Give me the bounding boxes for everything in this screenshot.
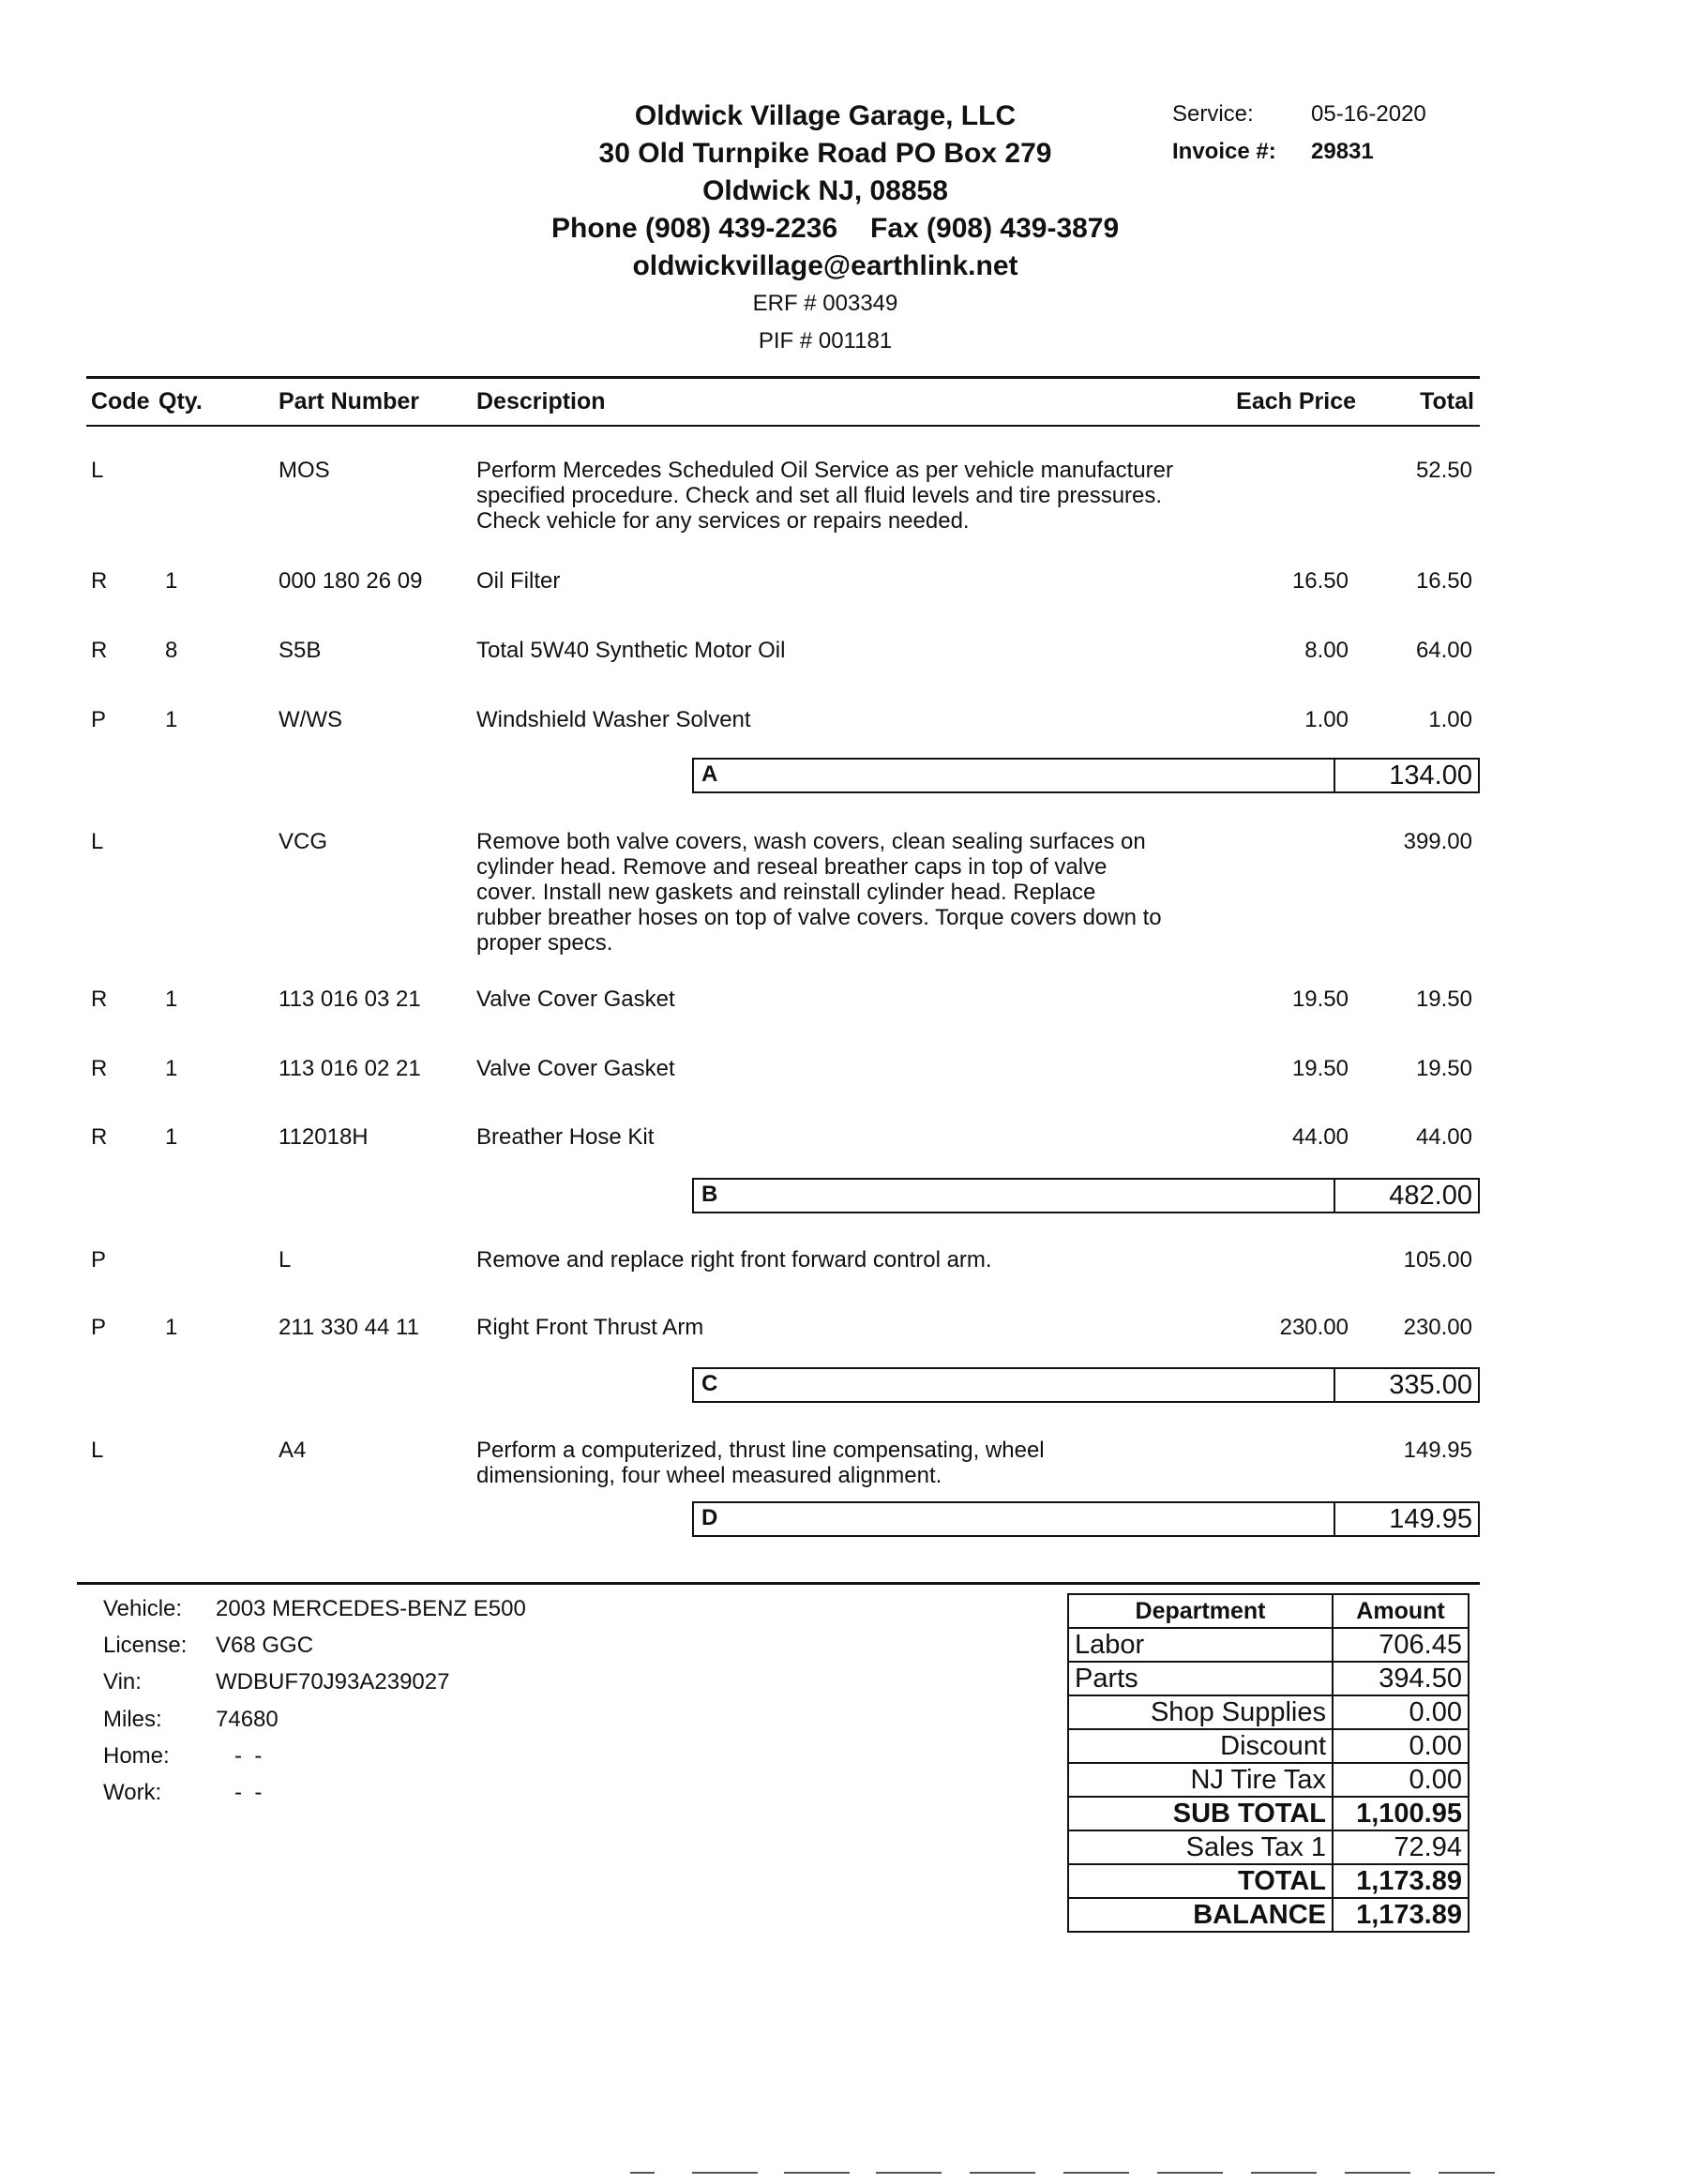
item-qty: 1 bbox=[165, 707, 178, 732]
item-part-number: S5B bbox=[279, 638, 322, 663]
item-description: Oil Filter bbox=[476, 568, 561, 594]
item-part-number: 113 016 03 21 bbox=[279, 987, 421, 1012]
col-total: Total bbox=[1420, 388, 1474, 414]
item-total: 19.50 bbox=[1415, 1056, 1472, 1081]
vehicle-label: Vehicle: bbox=[103, 1596, 183, 1621]
company-email[interactable]: oldwickvillage@earthlink.net bbox=[632, 250, 1018, 281]
totals-department: Shop Supplies bbox=[1068, 1695, 1333, 1729]
col-description: Description bbox=[476, 388, 606, 414]
totals-row bbox=[1068, 1763, 1469, 1797]
header-top-rule bbox=[86, 376, 1480, 379]
erf-number: ERF # 003349 bbox=[752, 291, 898, 316]
item-code: L bbox=[91, 829, 104, 854]
totals-row bbox=[1068, 1864, 1469, 1898]
miles-label: Miles: bbox=[103, 1707, 162, 1732]
header-bottom-rule bbox=[86, 425, 1480, 427]
item-qty: 8 bbox=[165, 638, 178, 663]
subtotal-letter: A bbox=[701, 761, 718, 787]
totals-row bbox=[1068, 1898, 1469, 1932]
item-each-price: 8.00 bbox=[1304, 638, 1349, 663]
item-qty: 1 bbox=[165, 1124, 178, 1150]
item-code: L bbox=[91, 458, 104, 483]
item-description: Valve Cover Gasket bbox=[476, 987, 675, 1012]
department-header: Department bbox=[1068, 1594, 1333, 1628]
totals-amount: 1,173.89 bbox=[1333, 1864, 1469, 1898]
totals-amount: 0.00 bbox=[1333, 1763, 1469, 1797]
item-description: Windshield Washer Solvent bbox=[476, 707, 751, 732]
item-total: 399.00 bbox=[1403, 829, 1472, 854]
vin-label: Vin: bbox=[103, 1669, 142, 1694]
scan-artifact bbox=[630, 2172, 655, 2174]
item-code: R bbox=[91, 638, 108, 663]
item-each-price: 19.50 bbox=[1291, 987, 1349, 1012]
item-each-price: 44.00 bbox=[1291, 1124, 1349, 1150]
item-part-number: L bbox=[279, 1247, 292, 1273]
company-address: 30 Old Turnpike Road PO Box 279 bbox=[598, 138, 1052, 169]
scan-artifact bbox=[1063, 2172, 1129, 2174]
home-label: Home: bbox=[103, 1743, 170, 1769]
totals-row bbox=[1068, 1729, 1469, 1763]
item-total: 44.00 bbox=[1415, 1124, 1472, 1150]
invoice-number: 29831 bbox=[1311, 139, 1374, 164]
item-code: R bbox=[91, 1056, 108, 1081]
subtotal-box bbox=[692, 1178, 1480, 1213]
item-description: Valve Cover Gasket bbox=[476, 1056, 675, 1081]
totals-row bbox=[1068, 1695, 1469, 1729]
item-total: 64.00 bbox=[1415, 638, 1472, 663]
item-description: Remove and replace right front forward control arm. bbox=[476, 1247, 992, 1273]
amount-header: Amount bbox=[1333, 1594, 1469, 1628]
totals-table bbox=[1067, 1593, 1469, 1933]
company-city: Oldwick NJ, 08858 bbox=[702, 175, 948, 206]
col-code: Code bbox=[91, 388, 150, 414]
totals-amount: 72.94 bbox=[1333, 1830, 1469, 1864]
totals-department: Discount bbox=[1068, 1729, 1333, 1763]
totals-amount: 0.00 bbox=[1333, 1729, 1469, 1763]
item-qty: 1 bbox=[165, 568, 178, 594]
item-code: P bbox=[91, 1247, 107, 1273]
vin-value: WDBUF70J93A239027 bbox=[216, 1669, 450, 1694]
item-part-number: 000 180 26 09 bbox=[279, 568, 423, 594]
col-qty: Qty. bbox=[158, 388, 203, 414]
totals-department: Sales Tax 1 bbox=[1068, 1830, 1333, 1864]
totals-row bbox=[1068, 1662, 1469, 1695]
service-date: 05-16-2020 bbox=[1311, 101, 1426, 127]
license-value: V68 GGC bbox=[216, 1633, 314, 1658]
scan-artifact bbox=[1345, 2172, 1410, 2174]
item-code: R bbox=[91, 568, 108, 594]
item-each-price: 19.50 bbox=[1291, 1056, 1349, 1081]
subtotal-box bbox=[692, 1501, 1480, 1537]
item-code: R bbox=[91, 987, 108, 1012]
col-each-price: Each Price bbox=[1236, 388, 1356, 414]
work-value: - - bbox=[234, 1780, 263, 1805]
company-fax: Fax (908) 439-3879 bbox=[870, 213, 1120, 244]
totals-department: Parts bbox=[1068, 1662, 1333, 1695]
totals-department: Labor bbox=[1068, 1628, 1333, 1662]
item-code: P bbox=[91, 1315, 107, 1340]
totals-amount: 394.50 bbox=[1333, 1662, 1469, 1695]
subtotal-amount: 134.00 bbox=[1389, 761, 1472, 791]
item-part-number: 112018H bbox=[279, 1124, 369, 1150]
item-description: Remove both valve covers, wash covers, clean sealing surfaces on cylinder head. Remove and reseal breather caps in top of valve cover. Install new gaskets and reinstall cylinder head. Replace rubber breather hoses on top of valve covers. Torque covers down to proper specs. bbox=[476, 829, 1162, 956]
item-code: L bbox=[91, 1438, 104, 1463]
item-total: 19.50 bbox=[1415, 987, 1472, 1012]
col-part-number: Part Number bbox=[279, 388, 420, 414]
item-description: Perform a computerized, thrust line compensating, wheel dimensioning, four wheel measured alignment. bbox=[476, 1438, 1045, 1488]
item-code: R bbox=[91, 1124, 108, 1150]
subtotal-box bbox=[692, 758, 1480, 793]
totals-row bbox=[1068, 1830, 1469, 1864]
subtotal-divider bbox=[1334, 1367, 1335, 1403]
subtotal-divider bbox=[1334, 1501, 1335, 1537]
subtotal-amount: 149.95 bbox=[1389, 1504, 1472, 1534]
invoice-label: Invoice #: bbox=[1172, 139, 1276, 164]
subtotal-amount: 335.00 bbox=[1389, 1370, 1472, 1400]
item-part-number: MOS bbox=[279, 458, 330, 483]
license-label: License: bbox=[103, 1633, 188, 1658]
totals-department: TOTAL bbox=[1068, 1864, 1333, 1898]
totals-department: SUB TOTAL bbox=[1068, 1797, 1333, 1830]
totals-row bbox=[1068, 1797, 1469, 1830]
company-name: Oldwick Village Garage, LLC bbox=[634, 100, 1017, 131]
service-label: Service: bbox=[1172, 101, 1254, 127]
scan-artifact bbox=[970, 2172, 1035, 2174]
item-each-price: 230.00 bbox=[1279, 1315, 1349, 1340]
item-total: 16.50 bbox=[1415, 568, 1472, 594]
item-part-number: A4 bbox=[279, 1438, 307, 1463]
home-value: - - bbox=[234, 1743, 263, 1769]
item-qty: 1 bbox=[165, 987, 178, 1012]
miles-value: 74680 bbox=[216, 1707, 279, 1732]
item-description: Right Front Thrust Arm bbox=[476, 1315, 704, 1340]
vehicle-divider bbox=[77, 1582, 1480, 1585]
item-description: Breather Hose Kit bbox=[476, 1124, 655, 1150]
item-total: 149.95 bbox=[1403, 1438, 1472, 1463]
totals-department: NJ Tire Tax bbox=[1068, 1763, 1333, 1797]
item-qty: 1 bbox=[165, 1315, 178, 1340]
item-part-number: VCG bbox=[279, 829, 328, 854]
item-part-number: 113 016 02 21 bbox=[279, 1056, 421, 1081]
item-description: Perform Mercedes Scheduled Oil Service as per vehicle manufacturer specified procedure. Check and set all fluid levels and tire pressures. Check vehicle for any services or repairs needed. bbox=[476, 458, 1173, 534]
totals-amount: 0.00 bbox=[1333, 1695, 1469, 1729]
subtotal-letter: D bbox=[701, 1505, 718, 1530]
item-each-price: 1.00 bbox=[1304, 707, 1349, 732]
subtotal-amount: 482.00 bbox=[1389, 1181, 1472, 1211]
scan-artifact bbox=[1157, 2172, 1223, 2174]
work-label: Work: bbox=[103, 1780, 162, 1805]
item-part-number: W/WS bbox=[279, 707, 342, 732]
totals-department: BALANCE bbox=[1068, 1898, 1333, 1932]
totals-amount: 1,173.89 bbox=[1333, 1898, 1469, 1932]
item-description: Total 5W40 Synthetic Motor Oil bbox=[476, 638, 786, 663]
subtotal-divider bbox=[1334, 1178, 1335, 1213]
item-code: P bbox=[91, 707, 107, 732]
scan-artifact bbox=[784, 2172, 850, 2174]
scan-artifact bbox=[1251, 2172, 1317, 2174]
subtotal-box bbox=[692, 1367, 1480, 1403]
vehicle-value: 2003 MERCEDES-BENZ E500 bbox=[216, 1596, 526, 1621]
item-total: 1.00 bbox=[1428, 707, 1472, 732]
item-total: 230.00 bbox=[1403, 1315, 1472, 1340]
scan-artifact bbox=[692, 2172, 758, 2174]
subtotal-divider bbox=[1334, 758, 1335, 793]
totals-amount: 1,100.95 bbox=[1333, 1797, 1469, 1830]
subtotal-letter: B bbox=[701, 1182, 718, 1207]
subtotal-letter: C bbox=[701, 1371, 718, 1396]
totals-amount: 706.45 bbox=[1333, 1628, 1469, 1662]
scan-artifact bbox=[1439, 2172, 1495, 2174]
pif-number: PIF # 001181 bbox=[758, 328, 893, 354]
item-qty: 1 bbox=[165, 1056, 178, 1081]
item-each-price: 16.50 bbox=[1291, 568, 1349, 594]
item-total: 105.00 bbox=[1403, 1247, 1472, 1273]
item-part-number: 211 330 44 11 bbox=[279, 1315, 419, 1340]
scan-artifact bbox=[876, 2172, 942, 2174]
totals-row bbox=[1068, 1628, 1469, 1662]
item-total: 52.50 bbox=[1415, 458, 1472, 483]
company-phone: Phone (908) 439-2236 bbox=[551, 213, 838, 244]
